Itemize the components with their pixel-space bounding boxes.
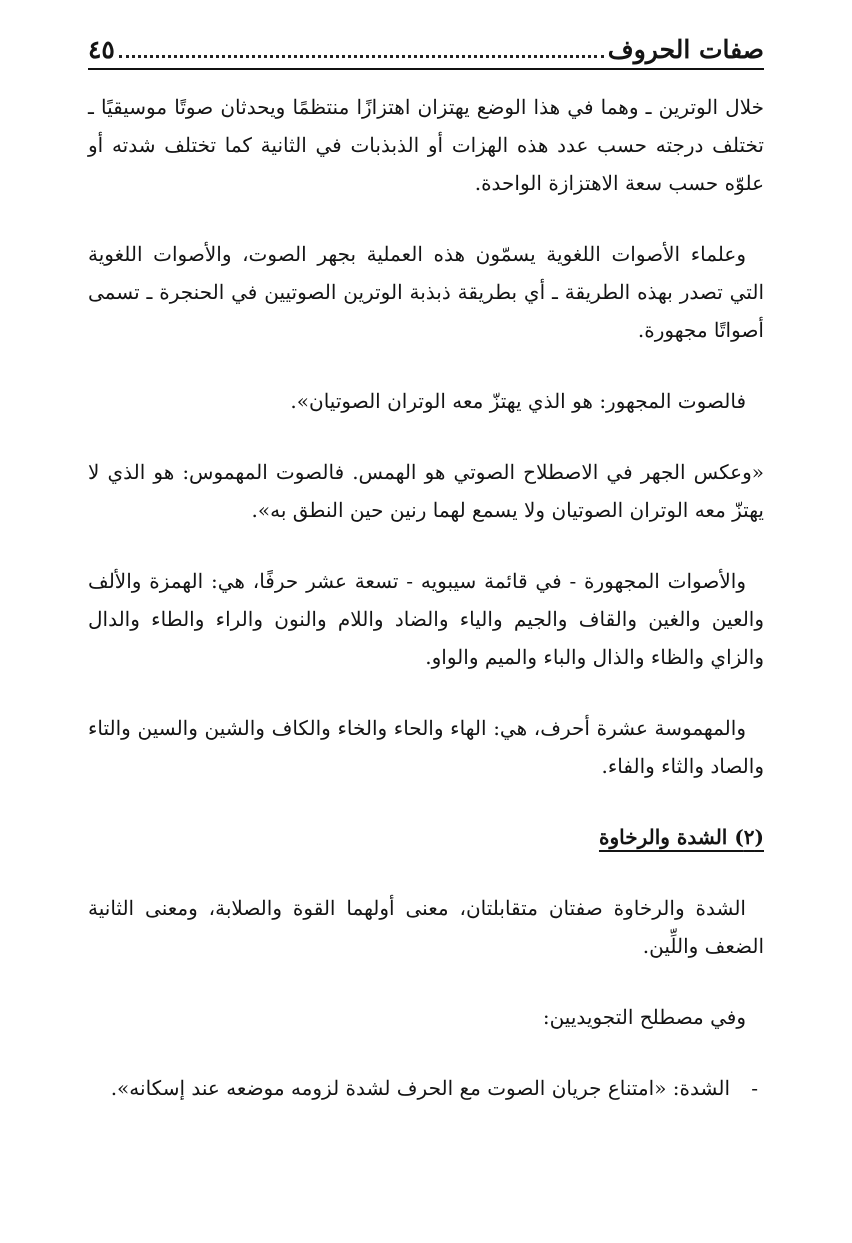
page-header (88, 30, 764, 70)
page-number: ٤٥ (88, 35, 115, 64)
list-item-text: الشدة: «امتناع جريان الصوت مع الحرف لشدة لزومه موضعه عند إسكانه». (110, 1076, 730, 1100)
header-dot-leader (119, 55, 604, 58)
paragraph-voiced-letters: والأصوات المجهورة - في قائمة سيبويه - تسعة عشر حرفًا، هي: الهمزة والألف والعين والغين والقاف والجيم والياء والضاد واللام والنون والراء والطاء والدال والزاي والظاء والذال والباء والميم والواو. (88, 569, 764, 669)
list-item-shidda (88, 1069, 764, 1107)
paragraph-vocal-cords: خلال الوترين ـ وهما في هذا الوضع يهتزان اهتزازًا منتظمًا ويحدثان صوتًا موسيقيًا ـ تختلف درجته حسب عدد هذه الهزات أو الذبذبات في الثانية كما تختلف شدته أو علوّه حسب سعة الاهتزازة الواحدة. (88, 95, 764, 195)
running-title: صفات الحروف (607, 35, 764, 64)
paragraph-voiceless-sound: «وعكس الجهر في الاصطلاح الصوتي هو الهمس. فالصوت المهموس: هو الذي لا يهتزّ معه الوتران الصوتيان ولا يسمع لهما رنين حين النطق به». (88, 460, 764, 522)
paragraph-tajwid-terminology: وفي مصطلح التجويديين: (542, 1005, 746, 1029)
paragraph-voiced-sound: فالصوت المجهور: هو الذي يهتزّ معه الوتران الصوتيان». (290, 389, 746, 413)
paragraph-shidda-rakhawa: الشدة والرخاوة صفتان متقابلتان، معنى أولهما القوة والصلابة، ومعنى الثانية الضعف واللِّين. (88, 896, 764, 958)
page-body (88, 88, 764, 1107)
list-dash: - (751, 1076, 758, 1100)
paragraph-voiceless-letters: والمهموسة عشرة أحرف، هي: الهاء والحاء والخاء والكاف والشين والسين والتاء والصاد والثاء والفاء. (88, 716, 764, 778)
section-heading: (٢) الشدة والرخاوة (598, 825, 764, 849)
paragraph-voicing-definition: وعلماء الأصوات اللغوية يسمّون هذه العملية بجهر الصوت، والأصوات اللغوية التي تصدر بهذه الطريقة ـ أي بطريقة ذبذبة الوترين الصوتيين في الحنجرة ـ تسمى أصواتًا مجهورة. (88, 242, 764, 342)
